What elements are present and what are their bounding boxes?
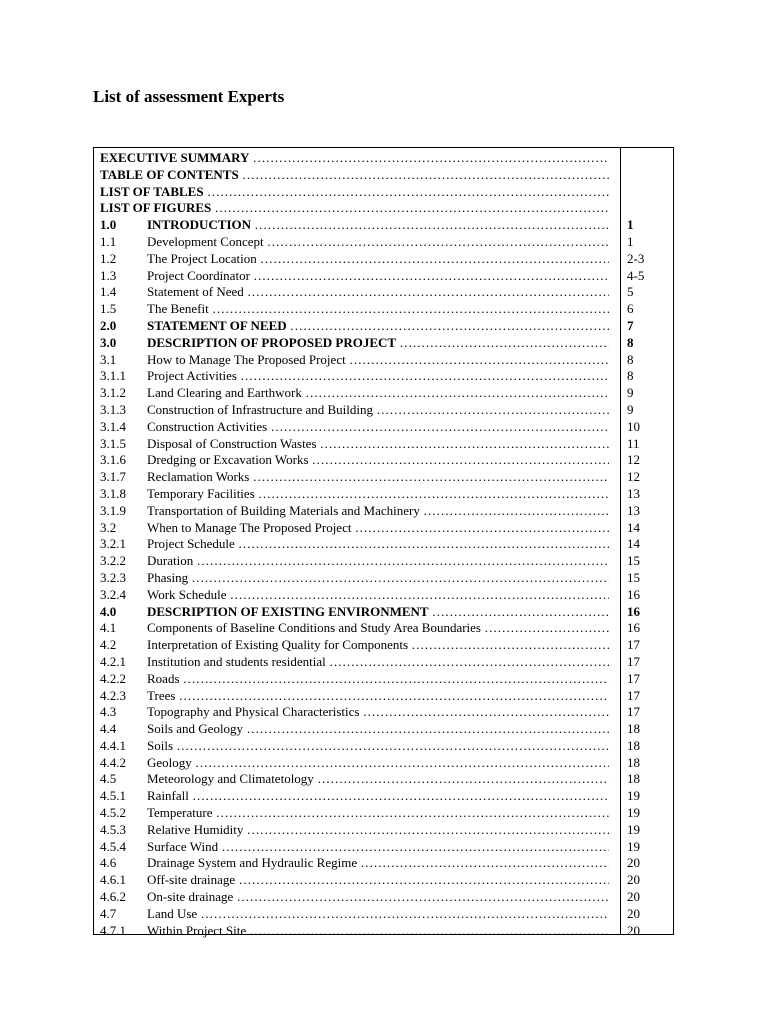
toc-entry-title: TABLE OF CONTENTS …………………………………………………………………………………………………………………………………………………………………………… (100, 167, 609, 184)
toc-entry-title: Surface Wind …………………………………………………………………………………………………………………………………………………………………………… (147, 839, 609, 856)
toc-entry (94, 553, 673, 570)
page-title: List of assessment Experts (93, 87, 285, 106)
toc-entry-page: 17 (627, 637, 640, 653)
toc-entry (94, 268, 673, 285)
toc-entry-number: 2.0 (100, 317, 117, 333)
toc-entry (94, 419, 673, 436)
toc-entry-page: 5 (627, 284, 634, 300)
toc-entry-page: 2-3 (627, 250, 645, 266)
toc-entry-title: Components of Baseline Conditions and Study Area Boundaries …………………………………………………………………………………………………………………………………………………………………………… (147, 620, 609, 637)
toc-entry-number: 3.2.4 (100, 586, 126, 602)
toc-entry-page: 9 (627, 385, 634, 401)
toc-entry-number: 3.1.4 (100, 418, 126, 434)
toc-entry-number: 4.7 (100, 905, 117, 921)
toc-entry-number: 1.2 (100, 250, 117, 266)
toc-entry-number: 1.3 (100, 267, 117, 283)
toc-entry-number: 3.1.1 (100, 368, 126, 384)
toc-entry-page: 14 (627, 519, 640, 535)
toc-entry (94, 251, 673, 268)
toc-entry (94, 520, 673, 537)
toc-entry-title: Geology …………………………………………………………………………………………………………………………………………………………………………… (147, 755, 609, 772)
toc-entry-number: 4.4 (100, 721, 117, 737)
toc-entry-number: 4.1 (100, 620, 117, 636)
toc-rows (94, 150, 673, 939)
toc-entry (94, 788, 673, 805)
toc-entry (94, 839, 673, 856)
toc-entry-title: Construction of Infrastructure and Building …………………………………………………………………………………………………………………………………………………………………………… (147, 402, 609, 419)
toc-entry-number: 4.7.1 (100, 922, 126, 938)
toc-entry-number: 3.1.3 (100, 401, 126, 417)
toc-entry-page: 11 (627, 435, 640, 451)
toc-entry-page: 17 (627, 653, 640, 669)
toc-entry-title: EXECUTIVE SUMMARY …………………………………………………………………………………………………………………………………………………………………………… (100, 150, 609, 167)
toc-entry-title: Work Schedule …………………………………………………………………………………………………………………………………………………………………………… (147, 587, 609, 604)
toc-entry (94, 771, 673, 788)
toc-entry (94, 855, 673, 872)
toc-entry (94, 604, 673, 621)
toc-entry (94, 755, 673, 772)
toc-entry-page: 10 (627, 418, 640, 434)
toc-entry (94, 923, 673, 940)
toc-entry-page: 13 (627, 502, 640, 518)
toc-entry-page: 17 (627, 670, 640, 686)
toc-entry-title: INTRODUCTION …………………………………………………………………………………………………………………………………………………………………………… (147, 217, 609, 234)
toc-entry (94, 503, 673, 520)
toc-entry (94, 200, 673, 217)
toc-entry-number: 3.1.2 (100, 385, 126, 401)
toc-entry (94, 671, 673, 688)
toc-entry-page: 18 (627, 771, 640, 787)
toc-entry-title: Transportation of Building Materials and Machinery …………………………………………………………………………………………………………………………………………………………………………… (147, 503, 609, 520)
table-of-contents (93, 147, 674, 938)
toc-entry-title: Statement of Need …………………………………………………………………………………………………………………………………………………………………………… (147, 284, 609, 301)
toc-entry-title: LIST OF FIGURES …………………………………………………………………………………………………………………………………………………………………………… (100, 200, 609, 217)
toc-entry-page: 18 (627, 754, 640, 770)
toc-entry-title: Topography and Physical Characteristics …………………………………………………………………………………………………………………………………………………………………………… (147, 704, 609, 721)
toc-entry (94, 234, 673, 251)
toc-entry (94, 738, 673, 755)
toc-entry-page: 12 (627, 469, 640, 485)
toc-entry-page: 18 (627, 737, 640, 753)
toc-entry-page: 4-5 (627, 267, 645, 283)
toc-entry-page: 17 (627, 687, 640, 703)
toc-entry-title: Soils …………………………………………………………………………………………………………………………………………………………………………… (147, 738, 609, 755)
toc-entry-title: When to Manage The Proposed Project …………………………………………………………………………………………………………………………………………………………………………… (147, 520, 609, 537)
toc-entry-page: 8 (627, 334, 634, 350)
toc-entry-page: 20 (627, 855, 640, 871)
toc-entry-number: 4.6.1 (100, 872, 126, 888)
toc-entry-number: 1.5 (100, 301, 117, 317)
toc-entry-title: DESCRIPTION OF EXISTING ENVIRONMENT …………………………………………………………………………………………………………………………………………………………………………… (147, 604, 609, 621)
toc-entry-title: DESCRIPTION OF PROPOSED PROJECT …………………………………………………………………………………………………………………………………………………………………………… (147, 335, 609, 352)
toc-entry-number: 4.5.4 (100, 838, 126, 854)
toc-entry-number: 3.1.8 (100, 485, 126, 501)
toc-entry-title: Temperature …………………………………………………………………………………………………………………………………………………………………………… (147, 805, 609, 822)
toc-entry (94, 889, 673, 906)
toc-entry-title: Dredging or Excavation Works …………………………………………………………………………………………………………………………………………………………………………… (147, 452, 609, 469)
toc-entry (94, 301, 673, 318)
toc-entry-title: On-site drainage …………………………………………………………………………………………………………………………………………………………………………… (147, 889, 609, 906)
toc-entry-page: 20 (627, 922, 640, 938)
toc-entry (94, 805, 673, 822)
toc-entry-page: 20 (627, 889, 640, 905)
toc-entry-title: Roads …………………………………………………………………………………………………………………………………………………………………………… (147, 671, 609, 688)
toc-entry-title: Project Coordinator …………………………………………………………………………………………………………………………………………………………………………… (147, 268, 609, 285)
toc-entry-number: 4.5.1 (100, 788, 126, 804)
toc-entry-page: 19 (627, 788, 640, 804)
toc-entry (94, 318, 673, 335)
toc-entry-title: Rainfall …………………………………………………………………………………………………………………………………………………………………………… (147, 788, 609, 805)
toc-entry-number: 4.2.1 (100, 653, 126, 669)
toc-entry-page: 1 (627, 233, 634, 249)
toc-entry-number: 4.6 (100, 855, 117, 871)
toc-entry (94, 284, 673, 301)
toc-entry-title: Within Project Site …………………………………………………………………………………………………………………………………………………………………………… (147, 923, 609, 940)
toc-entry (94, 402, 673, 419)
toc-entry-page: 7 (627, 317, 634, 333)
toc-entry-page: 18 (627, 721, 640, 737)
toc-entry (94, 570, 673, 587)
toc-entry-title: Institution and students residential …………………………………………………………………………………………………………………………………………………………………………… (147, 654, 609, 671)
toc-entry-title: Duration …………………………………………………………………………………………………………………………………………………………………………… (147, 553, 609, 570)
toc-entry-number: 3.2 (100, 519, 117, 535)
toc-entry-page: 19 (627, 805, 640, 821)
toc-entry-title: Temporary Facilities …………………………………………………………………………………………………………………………………………………………………………… (147, 486, 609, 503)
toc-entry-page: 6 (627, 301, 634, 317)
toc-entry (94, 184, 673, 201)
toc-entry (94, 637, 673, 654)
toc-entry-number: 4.6.2 (100, 889, 126, 905)
toc-entry-page: 20 (627, 872, 640, 888)
toc-entry-page: 16 (627, 620, 640, 636)
toc-entry-number: 4.4.2 (100, 754, 126, 770)
toc-entry-title: Drainage System and Hydraulic Regime …………………………………………………………………………………………………………………………………………………………………………… (147, 855, 609, 872)
toc-entry-title: The Benefit …………………………………………………………………………………………………………………………………………………………………………… (147, 301, 609, 318)
toc-entry-number: 3.1.7 (100, 469, 126, 485)
toc-entry-number: 3.1 (100, 351, 117, 367)
toc-entry (94, 822, 673, 839)
toc-entry-page: 13 (627, 485, 640, 501)
toc-entry-page: 16 (627, 586, 640, 602)
toc-entry-page: 12 (627, 452, 640, 468)
toc-entry-title: STATEMENT OF NEED …………………………………………………………………………………………………………………………………………………………………………… (147, 318, 609, 335)
toc-entry-number: 4.2 (100, 637, 117, 653)
toc-entry-page: 20 (627, 905, 640, 921)
toc-entry-number: 1.0 (100, 217, 117, 233)
toc-entry-number: 4.5.3 (100, 821, 126, 837)
toc-entry (94, 167, 673, 184)
toc-entry-title: Interpretation of Existing Quality for Components …………………………………………………………………………………………………………………………………………………………………………… (147, 637, 609, 654)
toc-entry (94, 335, 673, 352)
toc-entry-title: Relative Humidity …………………………………………………………………………………………………………………………………………………………………………… (147, 822, 609, 839)
toc-entry (94, 452, 673, 469)
toc-entry-number: 3.1.9 (100, 502, 126, 518)
toc-entry (94, 536, 673, 553)
toc-entry (94, 150, 673, 167)
toc-entry-number: 1.4 (100, 284, 117, 300)
toc-entry (94, 368, 673, 385)
toc-entry-title: Off-site drainage …………………………………………………………………………………………………………………………………………………………………………… (147, 872, 609, 889)
toc-entry (94, 436, 673, 453)
toc-entry-title: The Project Location …………………………………………………………………………………………………………………………………………………………………………… (147, 251, 609, 268)
toc-entry (94, 469, 673, 486)
toc-entry-title: Trees …………………………………………………………………………………………………………………………………………………………………………… (147, 688, 609, 705)
toc-entry (94, 654, 673, 671)
toc-entry-title: LIST OF TABLES …………………………………………………………………………………………………………………………………………………………………………… (100, 184, 609, 201)
toc-entry (94, 906, 673, 923)
toc-entry-title: Disposal of Construction Wastes …………………………………………………………………………………………………………………………………………………………………………… (147, 436, 609, 453)
toc-entry-number: 4.5 (100, 771, 117, 787)
toc-entry-title: Meteorology and Climatetology …………………………………………………………………………………………………………………………………………………………………………… (147, 771, 609, 788)
toc-entry (94, 217, 673, 234)
toc-entry-number: 4.2.3 (100, 687, 126, 703)
toc-entry-page: 16 (627, 603, 640, 619)
toc-entry-page: 15 (627, 553, 640, 569)
toc-entry-number: 3.2.1 (100, 536, 126, 552)
toc-entry-page: 8 (627, 368, 634, 384)
toc-entry (94, 872, 673, 889)
toc-entry-title: How to Manage The Proposed Project …………………………………………………………………………………………………………………………………………………………………………… (147, 352, 609, 369)
toc-entry-title: Land Use …………………………………………………………………………………………………………………………………………………………………………… (147, 906, 609, 923)
toc-entry (94, 385, 673, 402)
toc-entry-number: 4.3 (100, 704, 117, 720)
toc-entry-title: Project Schedule …………………………………………………………………………………………………………………………………………………………………………… (147, 536, 609, 553)
toc-entry-number: 3.1.6 (100, 452, 126, 468)
toc-entry (94, 352, 673, 369)
toc-entry (94, 620, 673, 637)
toc-entry (94, 688, 673, 705)
toc-entry-number: 3.1.5 (100, 435, 126, 451)
toc-entry-number: 3.2.2 (100, 553, 126, 569)
toc-entry-number: 4.5.2 (100, 805, 126, 821)
toc-entry-page: 15 (627, 569, 640, 585)
toc-entry-page: 19 (627, 838, 640, 854)
toc-entry-page: 8 (627, 351, 634, 367)
toc-entry-title: Soils and Geology …………………………………………………………………………………………………………………………………………………………………………… (147, 721, 609, 738)
toc-entry-title: Reclamation Works …………………………………………………………………………………………………………………………………………………………………………… (147, 469, 609, 486)
toc-entry-number: 3.0 (100, 334, 117, 350)
toc-entry-number: 1.1 (100, 233, 117, 249)
toc-entry-number: 4.2.2 (100, 670, 126, 686)
toc-entry (94, 486, 673, 503)
toc-entry-page: 1 (627, 217, 634, 233)
toc-entry-number: 4.4.1 (100, 737, 126, 753)
toc-entry-title: Project Activities …………………………………………………………………………………………………………………………………………………………………………… (147, 368, 609, 385)
toc-entry-page: 14 (627, 536, 640, 552)
toc-entry-title: Development Concept …………………………………………………………………………………………………………………………………………………………………………… (147, 234, 609, 251)
toc-entry-number: 3.2.3 (100, 569, 126, 585)
toc-entry-title: Construction Activities …………………………………………………………………………………………………………………………………………………………………………… (147, 419, 609, 436)
toc-entry (94, 587, 673, 604)
toc-entry-page: 17 (627, 704, 640, 720)
toc-entry-page: 19 (627, 821, 640, 837)
toc-entry (94, 721, 673, 738)
toc-entry-title: Land Clearing and Earthwork …………………………………………………………………………………………………………………………………………………………………………… (147, 385, 609, 402)
toc-entry-number: 4.0 (100, 603, 117, 619)
toc-entry-page: 9 (627, 401, 634, 417)
toc-entry-title: Phasing …………………………………………………………………………………………………………………………………………………………………………… (147, 570, 609, 587)
toc-entry (94, 704, 673, 721)
